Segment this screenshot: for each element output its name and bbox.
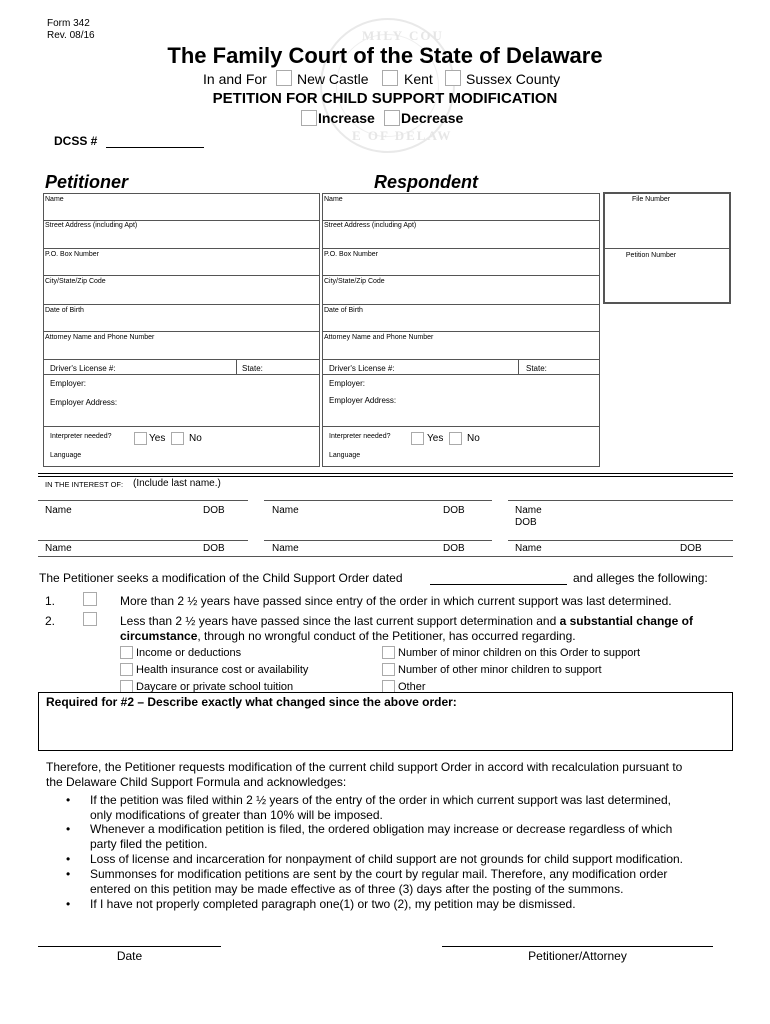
bullet-3-text: Loss of license and incarceration for nonpayment of child support are not grounds for child support modification.: [90, 852, 684, 866]
daycare-label: Daycare or private school tuition: [136, 681, 294, 693]
petitioner-no-label: No: [189, 433, 202, 444]
petitioner-language-field[interactable]: Language: [50, 452, 82, 459]
form-revision: Rev. 08/16: [47, 30, 95, 41]
child5-dob-field[interactable]: DOB: [443, 543, 465, 554]
minor-this-order-checkbox[interactable]: [382, 646, 395, 659]
respondent-state-field[interactable]: State:: [526, 364, 547, 373]
petitioner-interpreter-label: Interpreter needed?: [50, 433, 112, 440]
petitioner-po-box-field[interactable]: P.O. Box Number: [45, 251, 99, 258]
bullet-4-text: Summonses for modification petitions are sent by the court by regular mail. Therefore, any modification order entered on this petition may be made effective as of three (3) days after the posting of the summons.: [90, 867, 668, 896]
bullet-4-dot: •: [66, 867, 71, 881]
petitioner-heading: Petitioner: [45, 172, 129, 192]
child2-dob-field[interactable]: DOB: [443, 505, 465, 516]
respondent-license-field[interactable]: Driver's License #:: [329, 364, 395, 373]
dcss-input-line[interactable]: [106, 147, 204, 148]
other-label: Other: [398, 681, 426, 693]
order-date-input-line[interactable]: [430, 584, 567, 585]
increase-label: Increase: [318, 110, 375, 126]
respondent-attorney-field[interactable]: Attorney Name and Phone Number: [324, 334, 434, 341]
bullet-3-dot: •: [66, 852, 71, 866]
item-2-number: 2.: [45, 614, 56, 628]
respondent-yes-label: Yes: [427, 433, 444, 444]
seeks-tail: and alleges the following:: [573, 571, 708, 585]
petitioner-yes-label: Yes: [149, 433, 166, 444]
respondent-language-field[interactable]: Language: [329, 452, 361, 459]
item-2-text: Less than 2 ½ years have passed since the last current support determination and a substantial change of circumstance, through no wrongful conduct of the Petitioner, has occurred regarding.: [120, 614, 693, 643]
interest-label: IN THE INTEREST OF:: [45, 480, 124, 489]
item-1-checkbox[interactable]: [83, 592, 97, 606]
court-title: The Family Court of the State of Delaware: [167, 43, 603, 68]
petitioner-interpreter-yes-checkbox[interactable]: [134, 432, 147, 445]
seal-text-top: MILY COU: [362, 28, 444, 43]
child2-name-field[interactable]: Name: [272, 505, 299, 516]
dcss-label: DCSS #: [54, 134, 98, 148]
bullet-1-text: If the petition was filed within 2 ½ years of the entry of the order in which current support was last determined, only modifications of greater than 10% will be imposed.: [90, 793, 671, 822]
petitioner-attorney-field[interactable]: Attorney Name and Phone Number: [45, 334, 155, 341]
petitioner-license-field[interactable]: Driver's License #:: [50, 364, 116, 373]
form-number: Form 342: [47, 18, 90, 29]
respondent-interpreter-yes-checkbox[interactable]: [411, 432, 424, 445]
respondent-employer-address-field[interactable]: Employer Address:: [329, 396, 397, 405]
health-label: Health insurance cost or availability: [136, 664, 309, 676]
respondent-interpreter-label: Interpreter needed?: [329, 433, 391, 440]
petitioner-dob-field[interactable]: Date of Birth: [45, 307, 84, 314]
item-2-checkbox[interactable]: [83, 612, 97, 626]
bullet-5-text: If I have not properly completed paragraph one(1) or two (2), my petition may be dismissed.: [90, 897, 576, 911]
decrease-label: Decrease: [401, 110, 464, 126]
sussex-checkbox[interactable]: [445, 70, 461, 86]
petitioner-employer-field[interactable]: Employer:: [50, 379, 87, 388]
petitioner-attorney-label: Petitioner/Attorney: [528, 949, 627, 963]
sussex-label: Sussex County: [466, 71, 561, 87]
health-checkbox[interactable]: [120, 663, 133, 676]
respondent-name-field[interactable]: Name: [324, 196, 343, 203]
kent-label: Kent: [404, 71, 433, 87]
bullet-2-dot: •: [66, 822, 71, 836]
respondent-dob-field[interactable]: Date of Birth: [324, 307, 363, 314]
date-signature-line[interactable]: [38, 946, 221, 947]
respondent-city-field[interactable]: City/State/Zip Code: [324, 278, 385, 285]
new-castle-label: New Castle: [297, 71, 369, 87]
child5-name-field[interactable]: Name: [272, 543, 299, 554]
respondent-po-box-field[interactable]: P.O. Box Number: [324, 251, 378, 258]
new-castle-checkbox[interactable]: [276, 70, 292, 86]
respondent-employer-field[interactable]: Employer:: [329, 379, 366, 388]
child4-dob-field[interactable]: DOB: [203, 543, 225, 554]
petitioner-street-field[interactable]: Street Address (including Apt): [45, 222, 138, 229]
petitioner-state-field[interactable]: State:: [242, 364, 263, 373]
income-checkbox[interactable]: [120, 646, 133, 659]
item-1-number: 1.: [45, 594, 56, 608]
child6-name-field[interactable]: Name: [515, 543, 542, 554]
item-1-text: More than 2 ½ years have passed since entry of the order in which current support was last determined.: [120, 594, 672, 608]
bullet-5-dot: •: [66, 897, 71, 911]
child1-name-field[interactable]: Name: [45, 505, 72, 516]
date-label: Date: [116, 949, 143, 963]
petitioner-signature-line[interactable]: [442, 946, 713, 947]
petition-title: PETITION FOR CHILD SUPPORT MODIFICATION: [212, 90, 558, 107]
file-number-field[interactable]: File Number: [631, 196, 671, 203]
respondent-no-label: No: [467, 433, 480, 444]
seal-text-bottom: E OF DELAW: [352, 128, 453, 143]
decrease-checkbox[interactable]: [384, 110, 400, 126]
therefore-text: Therefore, the Petitioner requests modification of the current child support Order in accord with recalculation pursuant to the Delaware Child Support Formula and acknowledges:: [46, 760, 683, 789]
petitioner-employer-address-field[interactable]: Employer Address:: [50, 398, 118, 407]
minor-other-label: Number of other minor children to support: [398, 664, 602, 676]
respondent-street-field[interactable]: Street Address (including Apt): [324, 222, 417, 229]
child1-dob-field[interactable]: DOB: [203, 505, 225, 516]
required-label: Required for #2 – Describe exactly what changed since the above order:: [46, 695, 457, 709]
petitioner-name-field[interactable]: Name: [45, 196, 64, 203]
minor-this-order-label: Number of minor children on this Order to support: [398, 647, 641, 659]
respondent-heading: Respondent: [374, 172, 479, 192]
interest-note: (Include last name.): [133, 478, 221, 489]
child4-name-field[interactable]: Name: [45, 543, 72, 554]
minor-other-checkbox[interactable]: [382, 663, 395, 676]
petitioner-city-field[interactable]: City/State/Zip Code: [45, 278, 106, 285]
child3-name-field[interactable]: Name: [515, 505, 542, 516]
child6-dob-field[interactable]: DOB: [680, 543, 702, 554]
respondent-interpreter-no-checkbox[interactable]: [449, 432, 462, 445]
petitioner-interpreter-no-checkbox[interactable]: [171, 432, 184, 445]
income-label: Income or deductions: [136, 647, 242, 659]
seeks-text: The Petitioner seeks a modification of the Child Support Order dated: [39, 571, 403, 585]
petition-number-field[interactable]: Petition Number: [625, 252, 677, 259]
in-and-for-label: In and For: [203, 71, 267, 87]
bullet-2-text: Whenever a modification petition is filed, the ordered obligation may increase or decrease regardless of which party filed the petition.: [90, 822, 673, 851]
child3-dob-field[interactable]: DOB: [515, 517, 537, 528]
increase-checkbox[interactable]: [301, 110, 317, 126]
bullet-1-dot: •: [66, 793, 71, 807]
kent-checkbox[interactable]: [382, 70, 398, 86]
